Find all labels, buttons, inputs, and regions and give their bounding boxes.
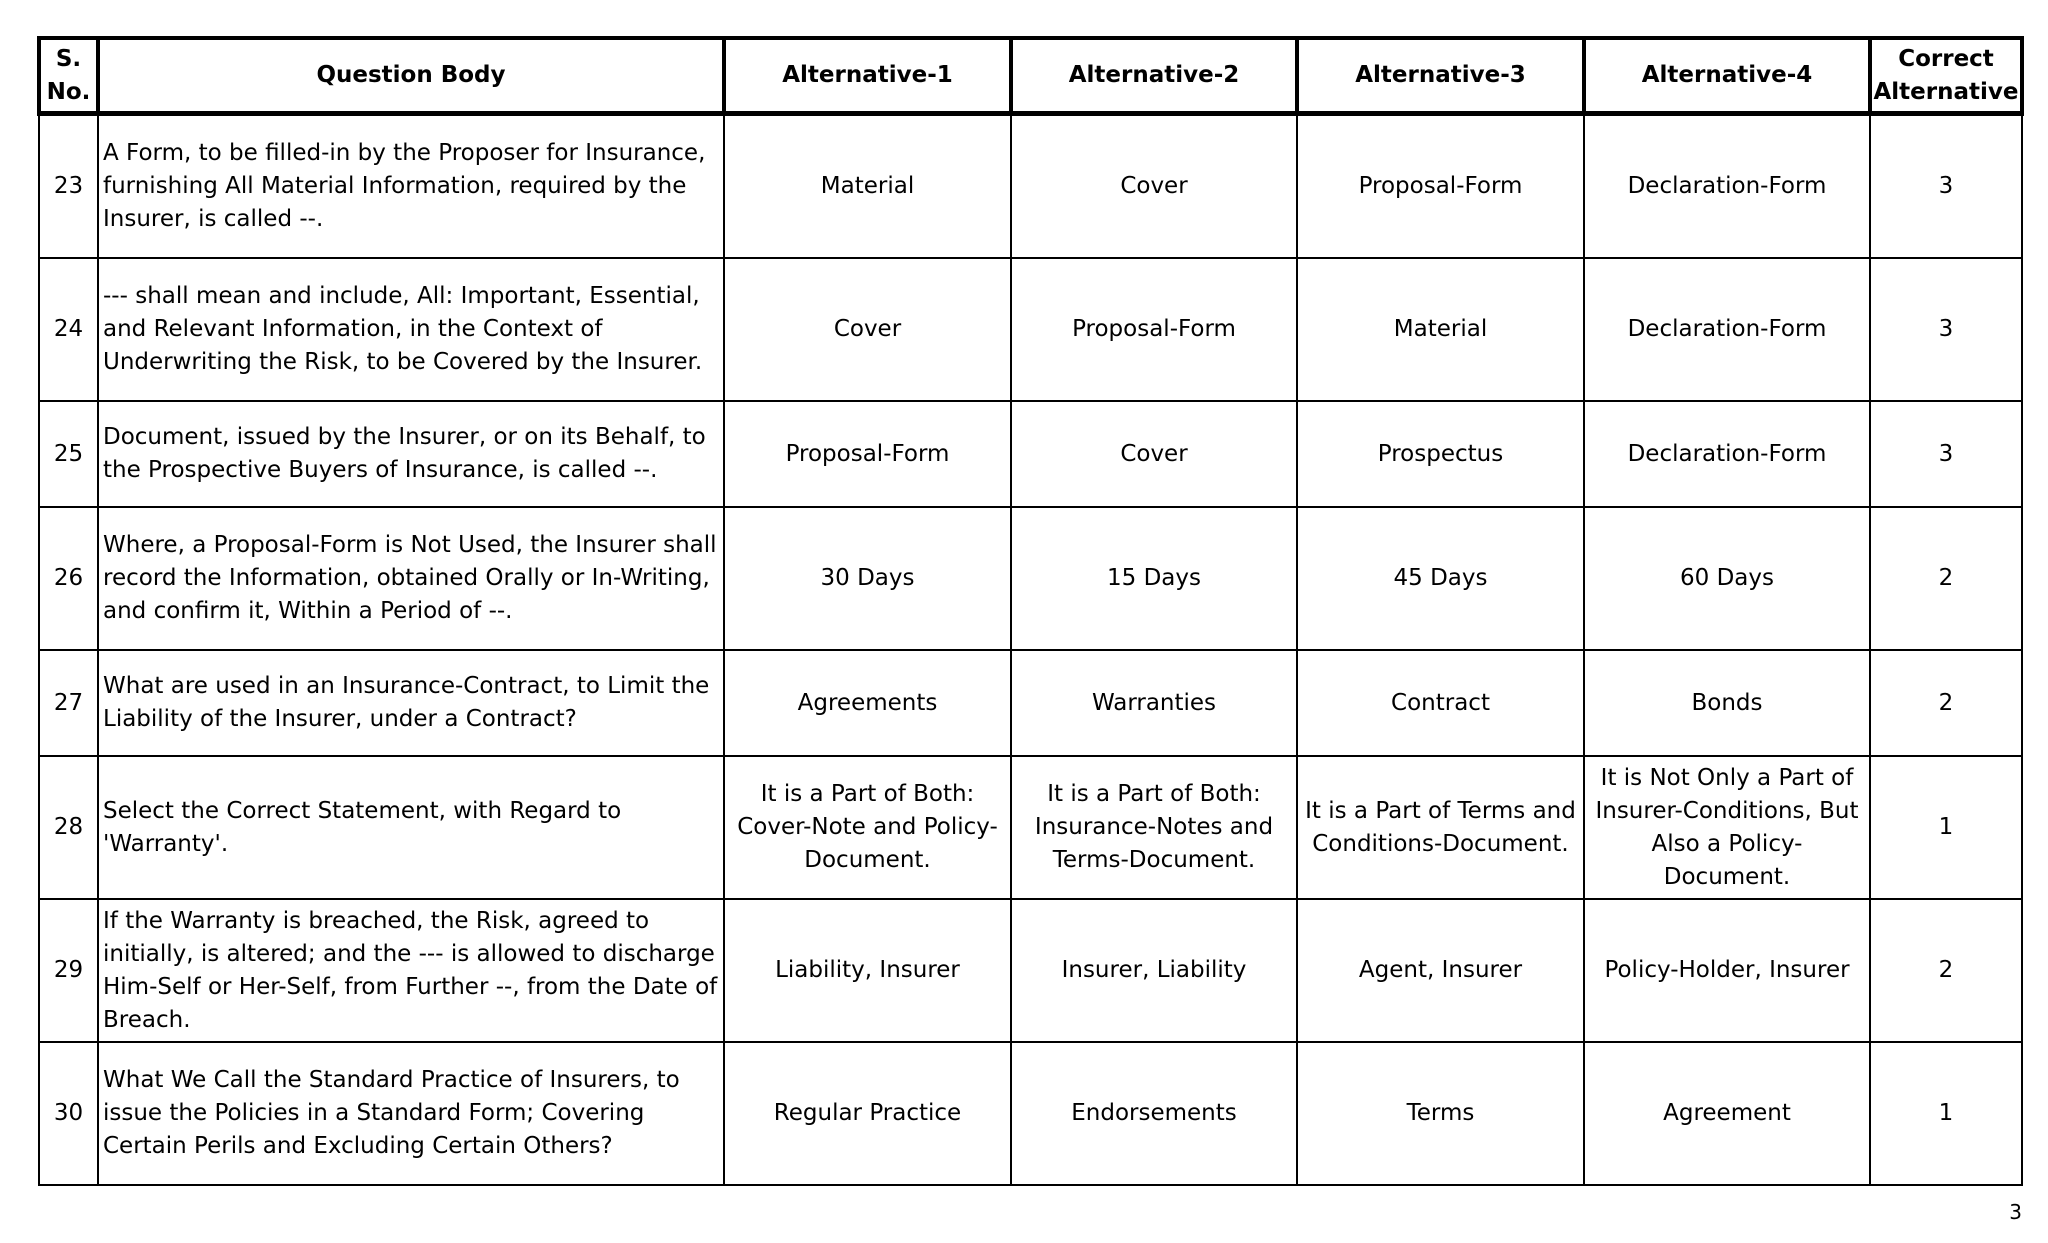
cell-question: If the Warranty is breached, the Risk, agreed to initially, is altered; and the --- is allowed to discharge Him-Self or Her-Self, from Further --, from the Date of Breach.: [98, 899, 724, 1042]
cell-alternative-3: Agent, Insurer: [1297, 899, 1584, 1042]
cell-alternative-1: Agreements: [724, 650, 1011, 756]
cell-sno: 24: [39, 258, 98, 401]
cell-sno: 28: [39, 756, 98, 899]
cell-correct-alternative: 1: [1870, 756, 2022, 899]
cell-alternative-1: Regular Practice: [724, 1042, 1011, 1185]
cell-alternative-2: Insurer, Liability: [1011, 899, 1297, 1042]
cell-alternative-4: Bonds: [1584, 650, 1870, 756]
header-alternative-1: Alternative-1: [724, 38, 1011, 114]
header-correct-alternative: Correct Alternative: [1870, 38, 2022, 114]
cell-alternative-2: Cover: [1011, 401, 1297, 507]
cell-question: --- shall mean and include, All: Important, Essential, and Relevant Information, in the Context of Underwriting the Risk, to be Covered by the Insurer.: [98, 258, 724, 401]
mcq-table: [37, 36, 2024, 1186]
table-row: [39, 507, 2022, 650]
cell-alternative-2: 15 Days: [1011, 507, 1297, 650]
cell-question: A Form, to be filled-in by the Proposer for Insurance, furnishing All Material Information, required by the Insurer, is called --.: [98, 114, 724, 259]
header-alternative-2: Alternative-2: [1011, 38, 1297, 114]
cell-alternative-3: Material: [1297, 258, 1584, 401]
cell-question: Select the Correct Statement, with Regard to 'Warranty'.: [98, 756, 724, 899]
cell-correct-alternative: 2: [1870, 650, 2022, 756]
cell-sno: 27: [39, 650, 98, 756]
table-row: [39, 899, 2022, 1042]
cell-sno: 23: [39, 114, 98, 259]
table-body: [39, 114, 2022, 1186]
table-row: [39, 756, 2022, 899]
cell-correct-alternative: 3: [1870, 258, 2022, 401]
cell-correct-alternative: 3: [1870, 401, 2022, 507]
table-row: [39, 114, 2022, 259]
header-alternative-4: Alternative-4: [1584, 38, 1870, 114]
header-alternative-3: Alternative-3: [1297, 38, 1584, 114]
cell-alternative-2: Warranties: [1011, 650, 1297, 756]
cell-correct-alternative: 2: [1870, 899, 2022, 1042]
cell-alternative-4: Policy-Holder, Insurer: [1584, 899, 1870, 1042]
cell-alternative-4: 60 Days: [1584, 507, 1870, 650]
page-number: 3: [2009, 1200, 2022, 1224]
cell-alternative-4: Agreement: [1584, 1042, 1870, 1185]
header-row: [39, 38, 2022, 114]
cell-alternative-4: Declaration-Form: [1584, 401, 1870, 507]
table-row: [39, 1042, 2022, 1185]
cell-alternative-3: Terms: [1297, 1042, 1584, 1185]
cell-correct-alternative: 2: [1870, 507, 2022, 650]
cell-question: Where, a Proposal-Form is Not Used, the Insurer shall record the Information, obtained Orally or In-Writing, and confirm it, Within a Period of --.: [98, 507, 724, 650]
cell-alternative-3: Prospectus: [1297, 401, 1584, 507]
cell-alternative-4: Declaration-Form: [1584, 258, 1870, 401]
cell-alternative-1: Material: [724, 114, 1011, 259]
cell-alternative-1: Liability, Insurer: [724, 899, 1011, 1042]
cell-alternative-4: It is Not Only a Part of Insurer-Conditions, But Also a Policy-Document.: [1584, 756, 1870, 899]
cell-question: Document, issued by the Insurer, or on its Behalf, to the Prospective Buyers of Insurance, is called --.: [98, 401, 724, 507]
cell-alternative-1: 30 Days: [724, 507, 1011, 650]
table-row: [39, 401, 2022, 507]
cell-alternative-1: It is a Part of Both: Cover-Note and Policy-Document.: [724, 756, 1011, 899]
cell-question: What We Call the Standard Practice of Insurers, to issue the Policies in a Standard Form; Covering Certain Perils and Excluding Certain Others?: [98, 1042, 724, 1185]
cell-question: What are used in an Insurance-Contract, to Limit the Liability of the Insurer, under a Contract?: [98, 650, 724, 756]
cell-alternative-2: Endorsements: [1011, 1042, 1297, 1185]
cell-alternative-3: 45 Days: [1297, 507, 1584, 650]
cell-alternative-2: Proposal-Form: [1011, 258, 1297, 401]
cell-correct-alternative: 3: [1870, 114, 2022, 259]
cell-alternative-3: Proposal-Form: [1297, 114, 1584, 259]
table-row: [39, 258, 2022, 401]
table-row: [39, 650, 2022, 756]
cell-sno: 25: [39, 401, 98, 507]
cell-alternative-3: It is a Part of Terms and Conditions-Document.: [1297, 756, 1584, 899]
cell-sno: 29: [39, 899, 98, 1042]
cell-alternative-3: Contract: [1297, 650, 1584, 756]
cell-sno: 26: [39, 507, 98, 650]
cell-sno: 30: [39, 1042, 98, 1185]
cell-alternative-2: It is a Part of Both: Insurance-Notes and Terms-Document.: [1011, 756, 1297, 899]
header-question-body: Question Body: [98, 38, 724, 114]
cell-alternative-4: Declaration-Form: [1584, 114, 1870, 259]
cell-alternative-1: Proposal-Form: [724, 401, 1011, 507]
header-sno: S. No.: [39, 38, 98, 114]
cell-alternative-1: Cover: [724, 258, 1011, 401]
cell-alternative-2: Cover: [1011, 114, 1297, 259]
cell-correct-alternative: 1: [1870, 1042, 2022, 1185]
table-header: [39, 38, 2022, 114]
